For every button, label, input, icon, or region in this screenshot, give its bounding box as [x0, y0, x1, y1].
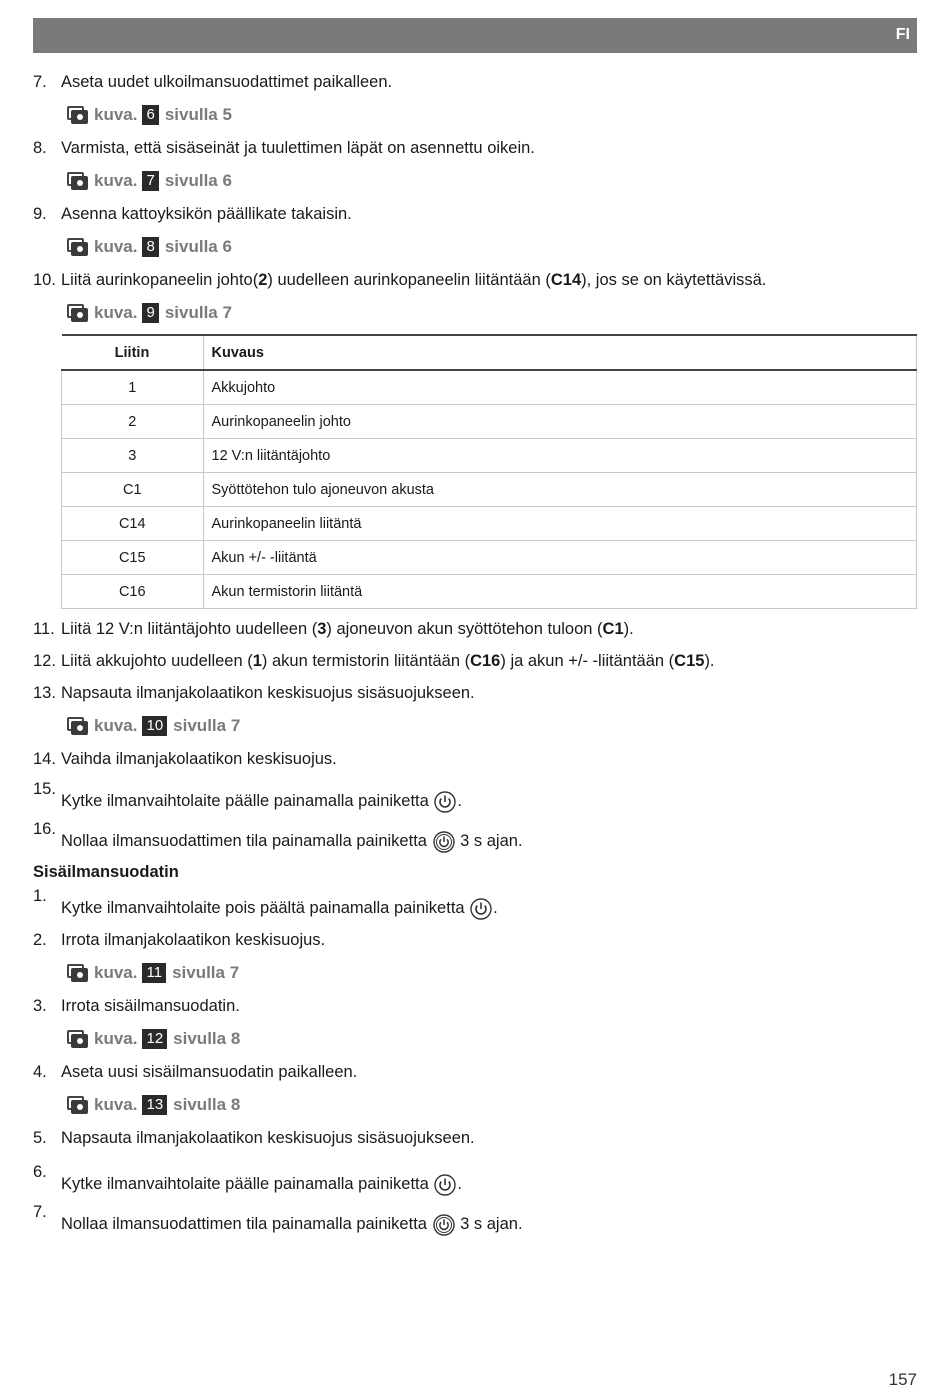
- step-text: Liitä aurinkopaneelin johto(2) uudelleen aurinkopaneelin liitäntään (C14), jos se on käytettävissä.: [61, 271, 767, 289]
- step-10: [33, 268, 917, 292]
- ref-page: sivulla 7: [164, 303, 232, 322]
- power-button-icon: [470, 898, 492, 920]
- step-text: Kytke ilmanvaihtolaite päälle painamalla painiketta .: [61, 1160, 917, 1196]
- cell-description: Akun termistorin liitäntä: [203, 575, 917, 609]
- cell-connector: C16: [62, 575, 204, 609]
- ref-page: sivulla 8: [173, 1029, 241, 1048]
- figure-number: 12: [142, 1029, 167, 1049]
- step-text: Aseta uudet ulkoilmansuodattimet paikalleen.: [61, 73, 393, 91]
- step-text: Nollaa ilmansuodattimen tila painamalla painiketta 3 s ajan.: [61, 817, 917, 853]
- camera-icon: [67, 106, 88, 124]
- ref-page: sivulla 6: [164, 171, 232, 190]
- section-step-4: [33, 1060, 917, 1084]
- table-row: [62, 370, 917, 405]
- figure-number: 7: [142, 171, 158, 191]
- cell-connector: C1: [62, 473, 204, 507]
- step-number: 4.: [33, 1063, 47, 1081]
- section-title: Sisäilmansuodatin: [33, 863, 179, 881]
- step-text: Irrota ilmanjakolaatikon keskisuojus.: [61, 931, 326, 949]
- ref-page: sivulla 5: [164, 105, 232, 124]
- step-text: Kytke ilmanvaihtolaite pois päältä painamalla painiketta .: [61, 884, 917, 920]
- power-button-icon: [433, 831, 455, 853]
- cell-description: Akkujohto: [203, 370, 917, 405]
- cell-description: Aurinkopaneelin liitäntä: [203, 507, 917, 541]
- cell-connector: 2: [62, 405, 204, 439]
- step-text: Napsauta ilmanjakolaatikon keskisuojus sisäsuojukseen.: [61, 684, 475, 702]
- table-row: [62, 507, 917, 541]
- cell-description: Akun +/- -liitäntä: [203, 541, 917, 575]
- step-11: [33, 617, 917, 641]
- page-number: 157: [888, 1370, 917, 1389]
- section-step-5: [33, 1126, 917, 1150]
- connector-table: [61, 334, 917, 609]
- power-button-icon: [434, 1174, 456, 1196]
- section-step-3: [33, 994, 917, 1018]
- header-bar: [33, 18, 917, 53]
- step-text: Aseta uusi sisäilmansuodatin paikalleen.: [61, 1063, 358, 1081]
- step-number: 7.: [33, 1203, 47, 1221]
- step-number: 8.: [33, 139, 47, 157]
- figure-number: 6: [142, 105, 158, 125]
- language-label: FI: [895, 26, 910, 43]
- step-text: Asenna kattoyksikön päällikate takaisin.: [61, 205, 352, 223]
- figure-reference[interactable]: [67, 961, 917, 985]
- figure-reference[interactable]: [67, 169, 917, 193]
- step-number: 7.: [33, 73, 47, 91]
- step-text: Varmista, että sisäseinät ja tuulettimen läpät on asennettu oikein.: [61, 139, 535, 157]
- power-button-icon: [434, 791, 456, 813]
- step-number: 14.: [33, 750, 56, 768]
- cell-connector: 3: [62, 439, 204, 473]
- step-text: Kytke ilmanvaihtolaite päälle painamalla painiketta .: [61, 777, 917, 813]
- page-content: [33, 70, 917, 1236]
- ref-label: kuva.: [94, 1029, 138, 1048]
- ref-label: kuva.: [94, 171, 138, 190]
- cell-description: Aurinkopaneelin johto: [203, 405, 917, 439]
- ref-label: kuva.: [94, 1095, 138, 1114]
- figure-number: 10: [142, 716, 167, 736]
- step-number: 10.: [33, 271, 56, 289]
- cell-connector: C14: [62, 507, 204, 541]
- table-row: [62, 575, 917, 609]
- figure-number: 9: [142, 303, 158, 323]
- figure-reference[interactable]: [67, 301, 917, 325]
- step-text: Liitä akkujohto uudelleen (1) akun termistorin liitäntään (C16) ja akun +/- -liitäntään (C15).: [61, 652, 715, 670]
- figure-reference[interactable]: [67, 235, 917, 259]
- step-14: [33, 747, 917, 771]
- step-text: Liitä 12 V:n liitäntäjohto uudelleen (3) ajoneuvon akun syöttötehon tuloon (C1).: [61, 620, 634, 638]
- step-9: [33, 202, 917, 226]
- step-number: 2.: [33, 931, 47, 949]
- ref-page: sivulla 7: [173, 716, 241, 735]
- step-number: 16.: [33, 820, 56, 838]
- step-12: [33, 649, 917, 673]
- cell-connector: C15: [62, 541, 204, 575]
- step-13: [33, 681, 917, 705]
- figure-reference[interactable]: [67, 714, 917, 738]
- step-number: 9.: [33, 205, 47, 223]
- step-number: 3.: [33, 997, 47, 1015]
- table-row: [62, 439, 917, 473]
- table-header-row: [62, 335, 917, 370]
- table-row: [62, 473, 917, 507]
- step-number: 6.: [33, 1163, 47, 1181]
- step-number: 1.: [33, 887, 47, 905]
- ref-label: kuva.: [94, 716, 138, 735]
- column-header-description: Kuvaus: [203, 335, 917, 370]
- step-7: [33, 70, 917, 94]
- camera-icon: [67, 238, 88, 256]
- figure-number: 8: [142, 237, 158, 257]
- camera-icon: [67, 1030, 88, 1048]
- step-text: Nollaa ilmansuodattimen tila painamalla painiketta 3 s ajan.: [61, 1200, 917, 1236]
- step-text: Vaihda ilmanjakolaatikon keskisuojus.: [61, 750, 337, 768]
- ref-page: sivulla 7: [172, 963, 240, 982]
- step-text: Napsauta ilmanjakolaatikon keskisuojus sisäsuojukseen.: [61, 1129, 475, 1147]
- ref-label: kuva.: [94, 237, 138, 256]
- figure-number: 11: [142, 963, 166, 983]
- table-row: [62, 405, 917, 439]
- step-8: [33, 136, 917, 160]
- ref-label: kuva.: [94, 963, 138, 982]
- cell-description: Syöttötehon tulo ajoneuvon akusta: [203, 473, 917, 507]
- camera-icon: [67, 1096, 88, 1114]
- step-number: 11.: [33, 620, 55, 638]
- power-button-icon: [433, 1214, 455, 1236]
- camera-icon: [67, 717, 88, 735]
- ref-page: sivulla 8: [173, 1095, 241, 1114]
- camera-icon: [67, 964, 88, 982]
- figure-reference[interactable]: [67, 1027, 917, 1051]
- step-number: 5.: [33, 1129, 47, 1147]
- camera-icon: [67, 304, 88, 322]
- ref-page: sivulla 6: [164, 237, 232, 256]
- cell-connector: 1: [62, 370, 204, 405]
- section-step-1: [33, 884, 917, 920]
- step-number: 13.: [33, 684, 56, 702]
- step-16: [33, 817, 917, 853]
- section-step-7: [33, 1200, 917, 1236]
- ref-label: kuva.: [94, 105, 138, 124]
- step-number: 12.: [33, 652, 56, 670]
- ref-label: kuva.: [94, 303, 138, 322]
- table-row: [62, 541, 917, 575]
- step-15: [33, 777, 917, 813]
- step-number: 15.: [33, 780, 56, 798]
- section-step-6: [33, 1160, 917, 1196]
- figure-number: 13: [142, 1095, 167, 1115]
- section-step-2: [33, 928, 917, 952]
- figure-reference[interactable]: [67, 103, 917, 127]
- column-header-connector: Liitin: [62, 335, 204, 370]
- camera-icon: [67, 172, 88, 190]
- step-text: Irrota sisäilmansuodatin.: [61, 997, 240, 1015]
- cell-description: 12 V:n liitäntäjohto: [203, 439, 917, 473]
- figure-reference[interactable]: [67, 1093, 917, 1117]
